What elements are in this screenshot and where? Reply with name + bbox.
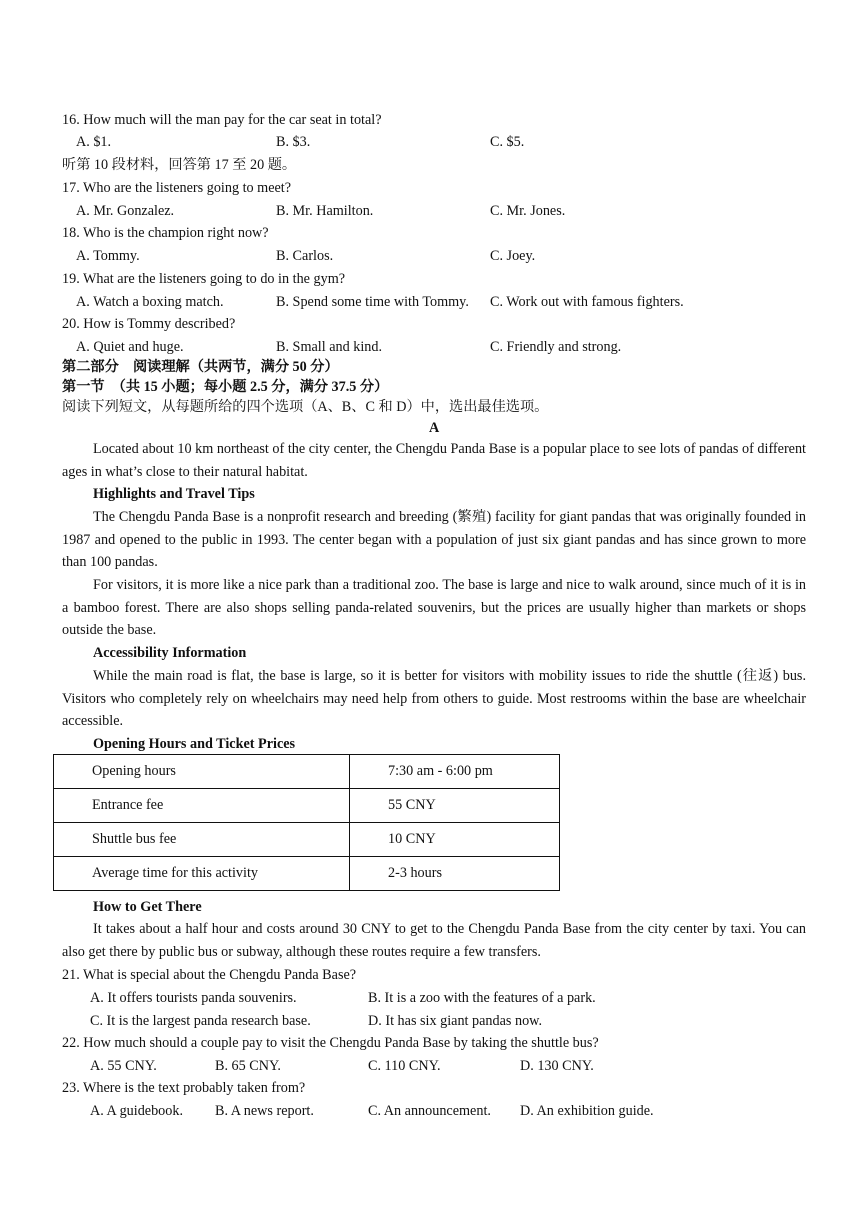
- paragraph-accessibility: While the main road is flat, the base is large, so it is better for visitors with mobility issues to ride the shuttle (往返) bus. Visitors who completely rely on wheelchairs may need help from others to guide. Most restrooms within the base are wheelchair accessible.: [62, 668, 806, 730]
- listening-intro-10: 听第 10 段材料，回答第 17 至 20 题。: [62, 157, 297, 173]
- section-1-heading: 第一节 （共 15 小题；每小题 2.5 分，满分 37.5 分）: [62, 379, 389, 395]
- question-16-option-c: C. $5.: [490, 134, 525, 150]
- paragraph-visitors: For visitors, it is more like a nice park than a traditional zoo. The base is large and nice to walk around, since much of it is in a bamboo forest. There are also shops selling panda-related souvenirs, but the prices are usually higher than markets or shops outside the base.: [62, 577, 806, 639]
- question-21-stem: 21. What is special about the Chengdu Panda Base?: [62, 967, 357, 983]
- question-22-option-a: A. 55 CNY.: [90, 1058, 157, 1074]
- question-23-option-a: A. A guidebook.: [90, 1103, 184, 1119]
- table-cell-value: 7:30 am - 6:00 pm: [350, 755, 560, 789]
- ticket-price-table: [53, 754, 560, 891]
- question-20-option-c: C. Friendly and strong.: [490, 339, 622, 355]
- paragraph-transport: It takes about a half hour and costs around 30 CNY to get to the Chengdu Panda Base from the city center by taxi. You can also get there by public bus or subway, although these routes require a few transfers.: [62, 921, 806, 960]
- question-17-option-b: B. Mr. Hamilton.: [276, 203, 374, 219]
- table-cell-value: 10 CNY: [350, 823, 560, 857]
- heading-accessibility: Accessibility Information: [93, 645, 247, 661]
- question-16-option-a: A. $1.: [76, 134, 112, 150]
- question-21-option-d: D. It has six giant pandas now.: [368, 1013, 543, 1029]
- question-23-option-b: B. A news report.: [215, 1103, 314, 1119]
- question-16-option-b: B. $3.: [276, 134, 311, 150]
- question-20-option-b: B. Small and kind.: [276, 339, 383, 355]
- question-22-stem: 22. How much should a couple pay to visit the Chengdu Panda Base by taking the shuttle bus?: [62, 1035, 599, 1051]
- table-cell-label: Opening hours: [54, 755, 350, 789]
- question-21-option-c: C. It is the largest panda research base.: [90, 1013, 311, 1029]
- question-22-option-d: D. 130 CNY.: [520, 1058, 594, 1074]
- paragraph-intro: Located about 10 km northeast of the city center, the Chengdu Panda Base is a popular place to see lots of pandas of different ages in what’s close to their natural habitat.: [62, 441, 806, 480]
- question-19-option-b: B. Spend some time with Tommy.: [276, 294, 469, 310]
- question-19-option-c: C. Work out with famous fighters.: [490, 294, 684, 310]
- table-cell-label: Entrance fee: [54, 789, 350, 823]
- question-20-stem: 20. How is Tommy described?: [62, 316, 236, 332]
- question-17-stem: 17. Who are the listeners going to meet?: [62, 180, 292, 196]
- table-cell-value: 2-3 hours: [350, 857, 560, 891]
- passage-label: A: [429, 420, 440, 436]
- question-18-stem: 18. Who is the champion right now?: [62, 225, 269, 241]
- question-19-option-a: A. Watch a boxing match.: [76, 294, 224, 310]
- question-18-option-b: B. Carlos.: [276, 248, 334, 264]
- table-row: [54, 857, 560, 891]
- question-22-option-c: C. 110 CNY.: [368, 1058, 441, 1074]
- table-cell-label: Average time for this activity: [54, 857, 350, 891]
- question-21-option-b: B. It is a zoo with the features of a park.: [368, 990, 596, 1006]
- heading-opening-hours: Opening Hours and Ticket Prices: [93, 736, 296, 752]
- question-21-option-a: A. It offers tourists panda souvenirs.: [90, 990, 297, 1006]
- table-cell-value: 55 CNY: [350, 789, 560, 823]
- question-23-option-c: C. An announcement.: [368, 1103, 491, 1119]
- question-18-option-c: C. Joey.: [490, 248, 536, 264]
- question-17-option-c: C. Mr. Jones.: [490, 203, 566, 219]
- question-22-option-b: B. 65 CNY.: [215, 1058, 281, 1074]
- table-row: [54, 789, 560, 823]
- table-row: [54, 755, 560, 789]
- question-23-option-d: D. An exhibition guide.: [520, 1103, 654, 1119]
- part-2-heading: 第二部分 阅读理解（共两节，满分 50 分）: [62, 359, 339, 375]
- heading-how-to-get-there: How to Get There: [93, 899, 202, 915]
- table-row: [54, 823, 560, 857]
- question-19-stem: 19. What are the listeners going to do in the gym?: [62, 271, 346, 287]
- heading-highlights: Highlights and Travel Tips: [93, 486, 255, 502]
- table-cell-label: Shuttle bus fee: [54, 823, 350, 857]
- question-18-option-a: A. Tommy.: [76, 248, 140, 264]
- question-23-stem: 23. Where is the text probably taken from?: [62, 1080, 306, 1096]
- question-16-stem: 16. How much will the man pay for the car seat in total?: [62, 112, 382, 128]
- paragraph-history: The Chengdu Panda Base is a nonprofit research and breeding (繁殖) facility for giant pandas that was originally founded in 1987 and opened to the public in 1993. The center began with a population of just six giant pandas and has since grown to more than 100 pandas.: [62, 509, 806, 571]
- question-20-option-a: A. Quiet and huge.: [76, 339, 184, 355]
- question-17-option-a: A. Mr. Gonzalez.: [76, 203, 175, 219]
- reading-instruction: 阅读下列短文，从每题所给的四个选项（A、B、C 和 D）中，选出最佳选项。: [62, 399, 549, 415]
